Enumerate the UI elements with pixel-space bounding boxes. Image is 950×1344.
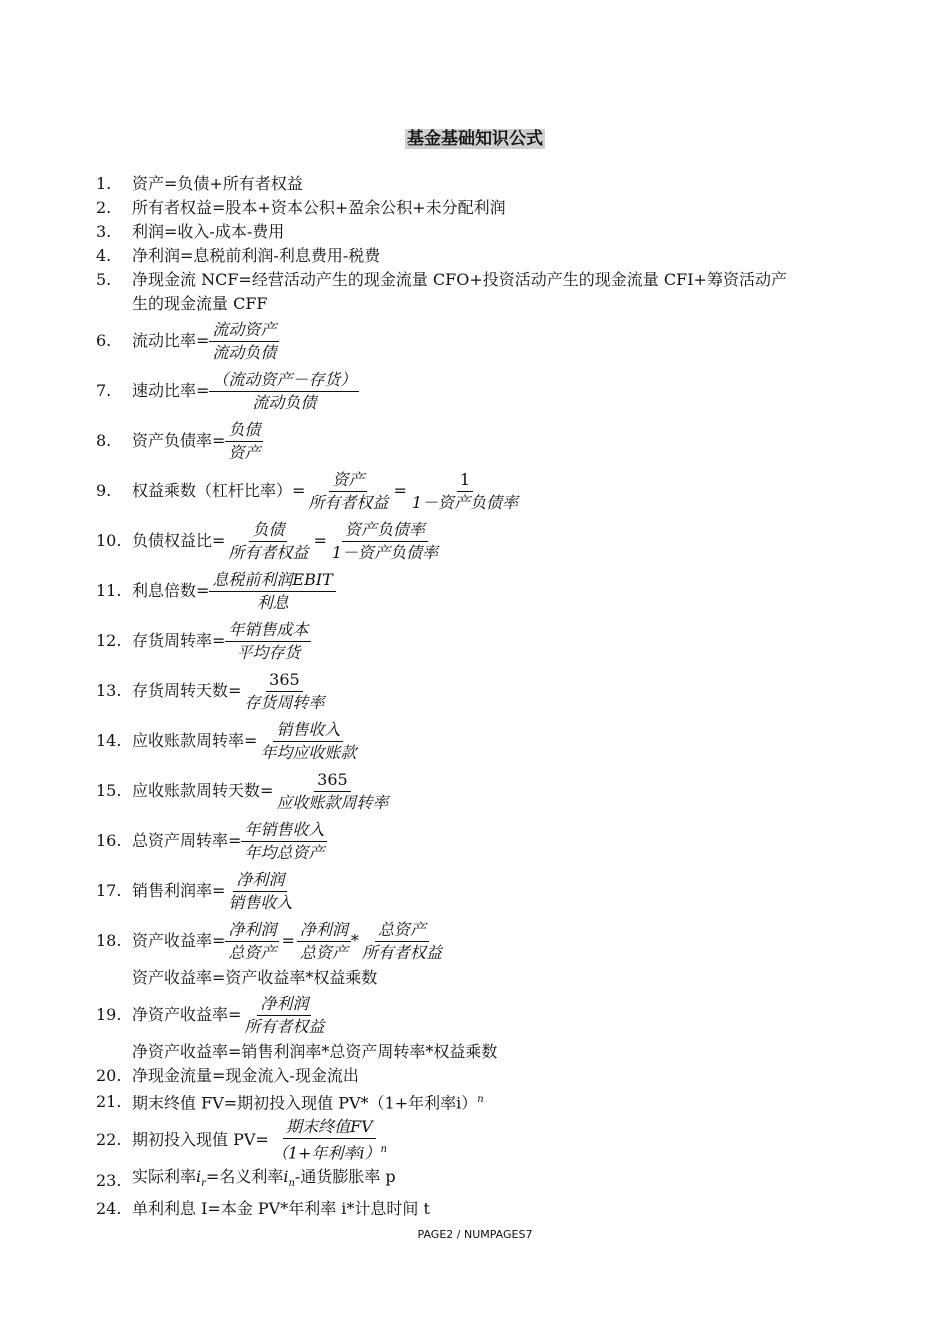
fraction: $\frac{1}{\text{1－资产负债率}}$	[411, 469, 519, 512]
fraction: $\frac{\text{资产负债率}}{\text{1－资产负债率}}$	[331, 519, 439, 562]
list-item-continuation: 资产收益率=资产收益率*权益乘数	[132, 968, 378, 987]
list-item: 7. 速动比率= $\frac{\text{（流动资产－存货）}}{\text{流动负债}}$	[96, 366, 876, 416]
list-item: 3. 利润=收入-成本-费用	[96, 222, 285, 241]
fraction: $\frac{\text{年销售收入}}{\text{年均总资产}}$	[241, 819, 327, 864]
list-item: 16. 总资产周转率= $\frac{\text{年销售收入}}{\text{年均总资产}}$	[96, 816, 876, 866]
fraction: $\frac{\text{销售收入}}{\text{年均应收账款}}$	[260, 719, 357, 762]
list-item: 22. 期初投入现值 PV= $\frac{\text{期末终值FV}}{(1+年利率i)^n}$	[96, 1115, 876, 1165]
fraction: $\frac{\text{总资产}}{\text{所有者权益}}$	[361, 919, 442, 962]
fraction: $\frac{\text{（流动资产－存货）}}{\text{流动负债}}$	[209, 369, 359, 414]
fraction: $\frac{\text{息税前利润EBIT}}{\text{利息}}$	[209, 569, 335, 614]
list-item: 17. 销售利润率= $\frac{\text{净利润}}{\text{销售收入}}$	[96, 866, 876, 916]
list-item: 4. 净利润=息税前利润-利息费用-税费	[96, 246, 381, 265]
fraction: $\frac{\text{资产}}{\text{所有者权益}}$	[308, 469, 389, 512]
fraction: $\frac{\text{负债}}{\text{所有者权益}}$	[228, 519, 309, 562]
page-title: 基金基础知识公式	[407, 129, 543, 149]
list-item: 11. 利息倍数= $\frac{\text{息税前利润EBIT}}{\text{利息}}$	[96, 566, 876, 616]
list-item-continuation: 生的现金流量 CFF	[132, 294, 268, 313]
list-item: 9. 权益乘数（杠杆比率）= $\frac{\text{资产}}{\text{所有者权益}}$ = $\frac{1}{\text{1－资产负债率}}$	[96, 466, 876, 516]
fraction: $\frac{\text{期末终值FV}}{(1+年利率i)^n}$	[271, 1117, 387, 1163]
list-item: 14. 应收账款周转率= $\frac{\text{销售收入}}{\text{年均应收账款}}$	[96, 716, 876, 766]
fraction: $\frac{\text{负债}}{\text{资产}}$	[225, 419, 263, 464]
fraction: $\frac{\text{年销售成本}}{\text{平均存货}}$	[225, 619, 311, 664]
fraction: $\frac{\text{净利润}}{\text{总资产}}$	[297, 919, 351, 964]
list-item: 1. 资产=负债+所有者权益	[96, 174, 303, 193]
fraction: $\frac{365}{\text{存货周转率}}$	[244, 669, 325, 712]
list-item: 5. 净现金流 NCF=经营活动产生的现金流量 CFO+投资活动产生的现金流量 CFI+筹资活动产	[96, 270, 787, 289]
list-item: 18. 资产收益率= $\frac{\text{净利润}}{\text{总资产}}$ = $\frac{\text{净利润}}{\text{总资产}}$ * $\frac{\text{总资产}}{\text{所有者权益}}$	[96, 916, 876, 966]
list-item: 21. 期末终值 FV=期初投入现值 PV*（1+年利率i）$^n$	[96, 1091, 484, 1113]
fraction: $\frac{\text{净利润}}{\text{所有者权益}}$	[244, 993, 325, 1036]
list-item: 19. 净资产收益率= $\frac{\text{净利润}}{\text{所有者权益}}$	[96, 990, 876, 1040]
list-item: 15. 应收账款周转天数= $\frac{365}{\text{应收账款周转率}}$	[96, 766, 876, 816]
fraction: $\frac{\text{净利润}}{\text{销售收入}}$	[228, 869, 293, 912]
list-item: 10. 负债权益比= $\frac{\text{负债}}{\text{所有者权益}}$ = $\frac{\text{资产负债率}}{\text{1－资产负债率}}$	[96, 516, 876, 566]
page-footer: PAGE2 / NUMPAGES7	[417, 1228, 533, 1241]
list-item: 13. 存货周转天数= $\frac{365}{\text{存货周转率}}$	[96, 666, 876, 716]
list-item: 12. 存货周转率= $\frac{\text{年销售成本}}{\text{平均存货}}$	[96, 616, 876, 666]
fraction: $\frac{365}{\text{应收账款周转率}}$	[276, 769, 389, 812]
list-item: 2. 所有者权益=股本+资本公积+盈余公积+未分配利润	[96, 198, 506, 217]
list-item: 23. 实际利率$i_r=$名义利率$i_n-$通货膨胀率 p	[96, 1167, 396, 1190]
list-item: 6. 流动比率= $\frac{\text{流动资产}}{\text{流动负债}}$	[96, 316, 876, 366]
list-item: 24. 单利利息 I=本金 PV*年利率 i*计息时间 t	[96, 1198, 430, 1218]
fraction: $\frac{\text{流动资产}}{\text{流动负债}}$	[209, 319, 279, 364]
fraction: $\frac{\text{净利润}}{\text{总资产}}$	[225, 919, 279, 964]
list-item: 20. 净现金流量=现金流入-现金流出	[96, 1066, 359, 1085]
list-item: 8. 资产负债率= $\frac{\text{负债}}{\text{资产}}$	[96, 416, 876, 466]
list-item-continuation: 净资产收益率=销售利润率*总资产周转率*权益乘数	[132, 1042, 498, 1061]
formula-list	[96, 172, 876, 1221]
